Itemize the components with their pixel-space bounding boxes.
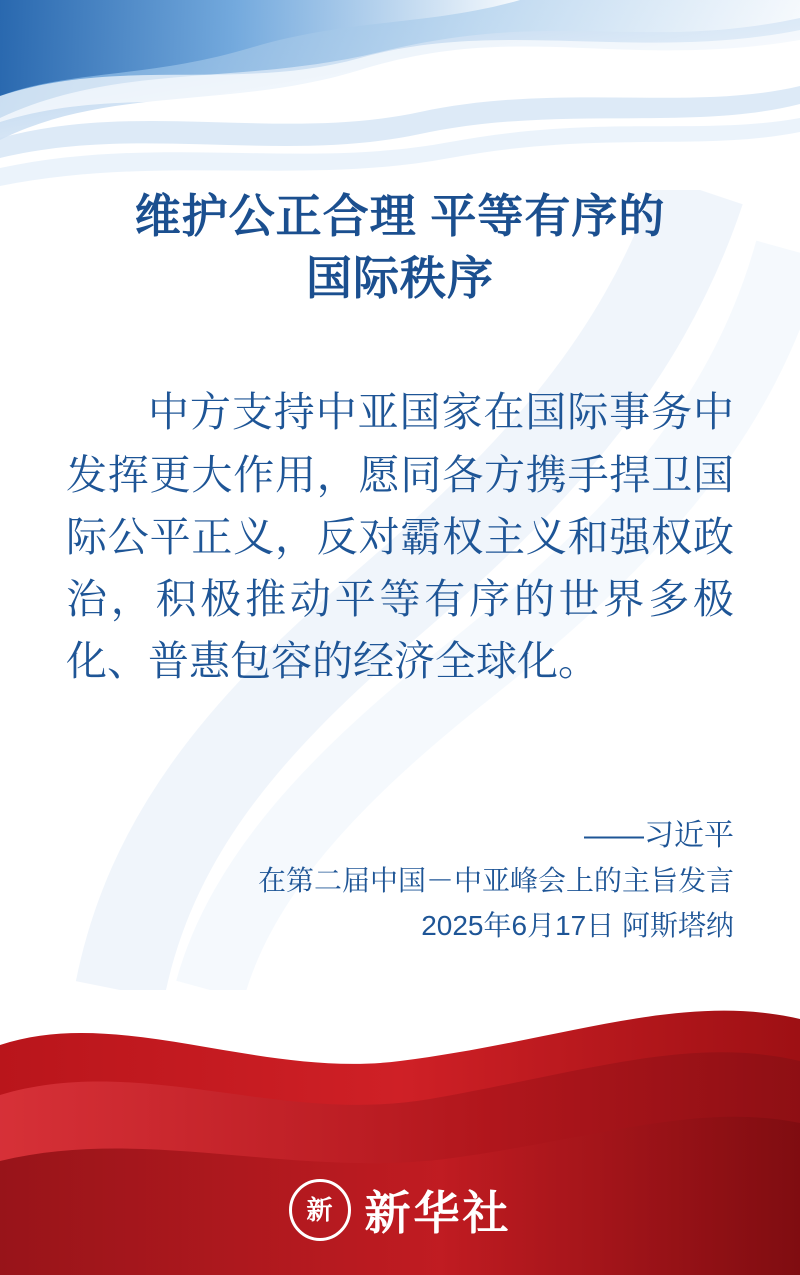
poster-content xyxy=(0,185,800,948)
quote-body: 中方支持中亚国家在国际事务中发挥更大作用，愿同各方携手捍卫国际公平正义，反对霸权主义和强权政治，积极推动平等有序的世界多极化、普惠包容的经济全球化。 xyxy=(66,389,734,685)
title-line-1: 维护公正合理 平等有序的 xyxy=(134,190,666,242)
quote-occasion: 在第二届中国－中亚峰会上的主旨发言 xyxy=(257,864,734,896)
top-wave-decoration xyxy=(0,0,800,200)
xinhua-logo-text: 新华社 xyxy=(364,1188,512,1239)
attribution-block xyxy=(66,813,734,949)
xinhua-logo xyxy=(0,1177,800,1243)
quote-author: ——习近平 xyxy=(584,818,734,852)
xinhua-emblem-icon xyxy=(289,1179,351,1241)
title-line-2: 国际秩序 xyxy=(306,252,494,305)
page-title xyxy=(66,185,734,309)
xinhua-emblem-glyph: 新 xyxy=(306,1195,333,1225)
quote-date-place: 2025年6月17日 阿斯塔纳 xyxy=(421,910,734,942)
